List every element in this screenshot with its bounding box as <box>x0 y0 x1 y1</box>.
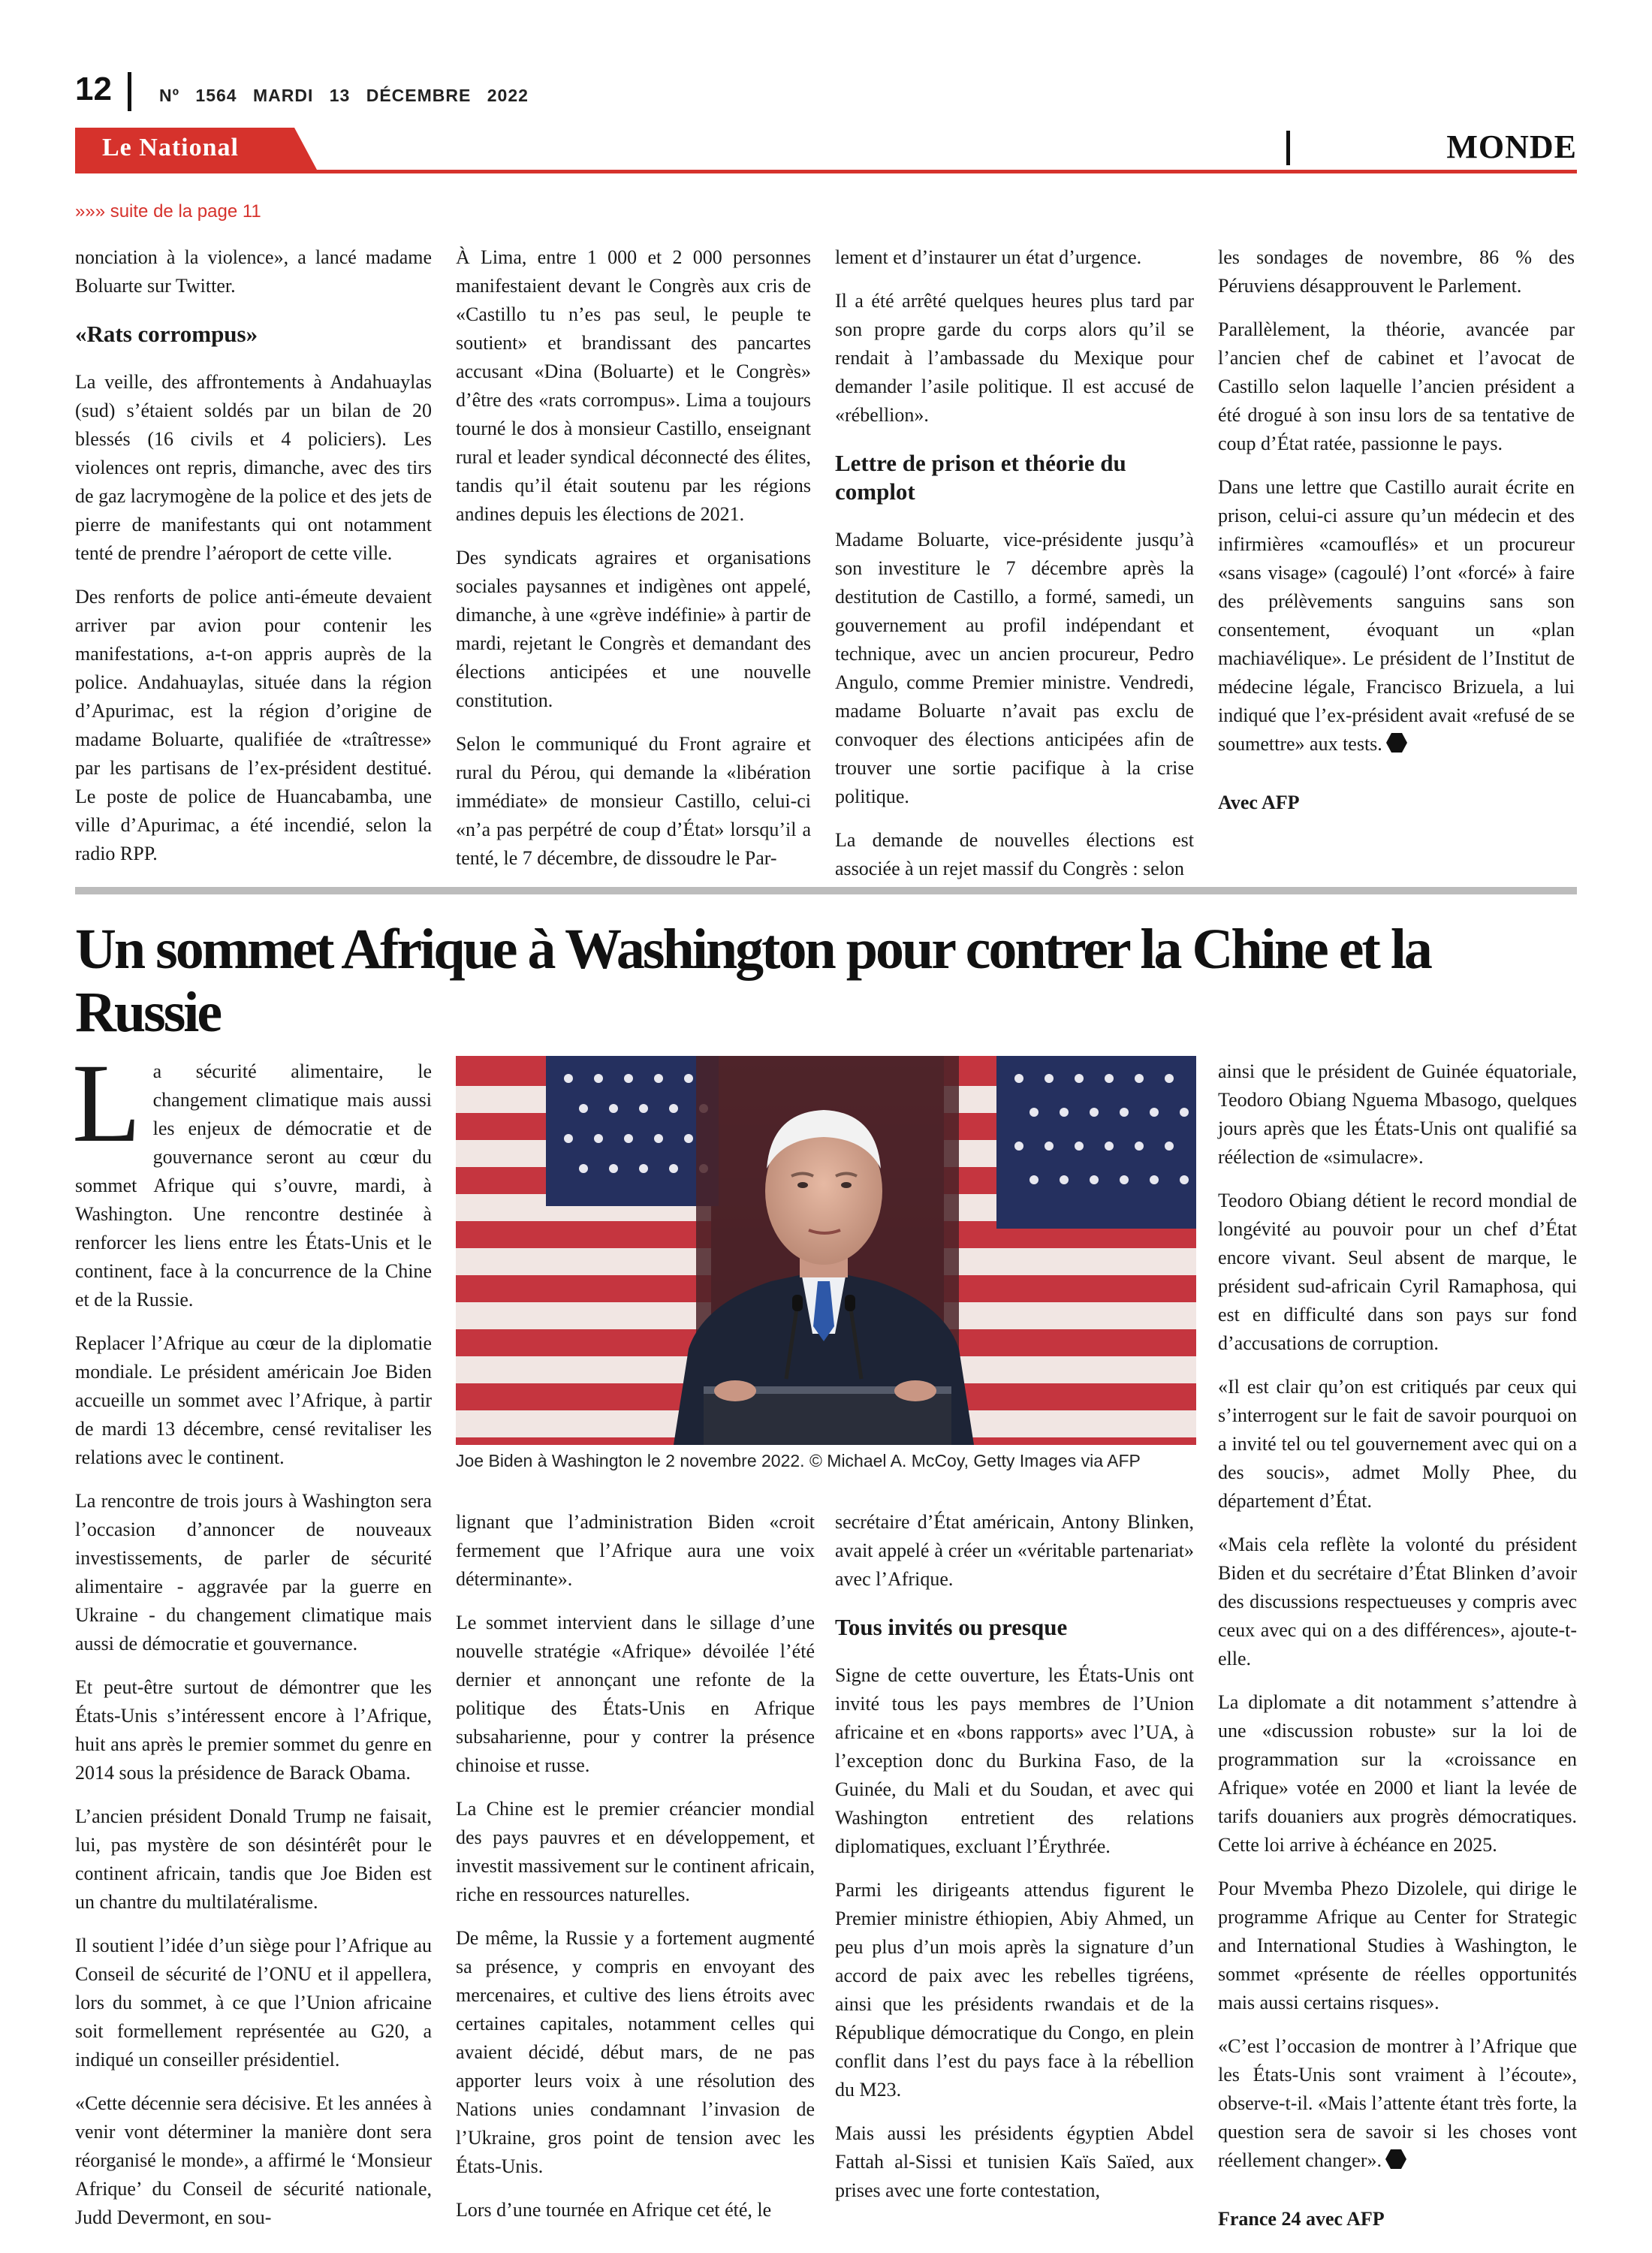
main-article-column-3 <box>835 1508 1194 2220</box>
paragraph: Signe de cette ouverture, les États-Unis ont invité tous les pays membres de l’Union africaine et en «bons rapports» avec l’UA, à l’exception donc du Burkina Faso, de la Guinée, du Mali et du Soudan, et avec qui Washington entretient des relations diplomatiques, excluant l’Érythrée. <box>835 1664 1194 1857</box>
section-divider <box>1286 131 1290 165</box>
paragraph: les sondages de novembre, 86 % des Péruviens désapprouvent le Parlement. <box>1218 246 1575 297</box>
end-of-article-icon <box>1385 2149 1407 2170</box>
top-article-column-1 <box>75 243 432 883</box>
article-photo <box>456 1056 1196 1445</box>
subheading: Lettre de prison et théorie du complot <box>835 450 1126 505</box>
page-number-divider <box>128 72 131 111</box>
paragraph: Madame Boluarte, vice-présidente jusqu’à son investiture le 7 décembre après la destitution de Castillo, a formé, samedi, un gouvernement au profil indépendant et technique, avec un ancien procureur, Pedro Angulo, comme Premier ministre. Vendredi, madame Boluarte n’avait pas exclu de convoquer des élections anticipées afin de trouver une sortie pacifique à la crise politique. <box>835 529 1194 807</box>
paragraph-text: «C’est l’occasion de montrer à l’Afrique que les États-Unis sont vraiment à l’écoute», observe-t-il. «Mais l’attente étant très forte, la question sera de savoir si les choses vont réellement changer». <box>1218 2035 1577 2171</box>
paragraph <box>1218 2032 1577 2175</box>
issue-date: 13 <box>329 86 351 105</box>
article-credit: France 24 avec AFP <box>1218 2208 1385 2230</box>
photo-illustration <box>456 1056 1196 1445</box>
paragraph: De même, la Russie y a fortement augmenté sa présence, y compris en envoyant des mercenaires, et cultive des liens étroits avec certaines capitales, notamment celles qui avaient décidé, début mars, de ne pas apporter leurs voix à une résolution des Nations unies condamnant l’invasion de l’Ukraine, gros point de tension avec les États-Unis. <box>456 1927 815 2177</box>
top-article-column-2 <box>456 243 811 888</box>
issue-number: Nº 1564 <box>159 86 237 105</box>
top-article-column-3 <box>835 243 1194 898</box>
paragraph: Le sommet intervient dans le sillage d’une nouvelle stratégie «Afrique» dévoilée l’été dernier et annonçant une refonte de la politique des États-Unis en Afrique subsaharienne, pour y contrer la présence chinoise et russe. <box>456 1612 815 1776</box>
paragraph: ainsi que le président de Guinée équatoriale, Teodoro Obiang Nguema Mbasogo, quelques jours après que les États-Unis ont qualifié sa réélection de «simulacre». <box>1218 1060 1577 1168</box>
paragraph: Parallèlement, la théorie, avancée par l’ancien chef de cabinet et l’avocat de Castillo selon laquelle l’ancien président a été drogué à son insu lors de sa tentative de coup d’État ratée, passionne le pays. <box>1218 318 1575 454</box>
paragraph: «Il est clair qu’on est critiqués par ceux qui s’interrogent sur le fait de savoir pourquoi on a invité tel ou tel gouvernement avec qui on a des soucis», admet Molly Phee, du département d’État. <box>1218 1376 1577 1512</box>
photo-caption: Joe Biden à Washington le 2 novembre 2022. © Michael A. McCoy, Getty Images via AFP <box>456 1451 1141 1470</box>
paragraph: Lors d’une tournée en Afrique cet été, le <box>456 2199 772 2221</box>
issue-day: MARDI <box>252 86 314 105</box>
paragraph: lement et d’instaurer un état d’urgence. <box>835 246 1142 268</box>
brand-logo <box>75 128 317 170</box>
paragraph: «Cette décennie sera décisive. Et les années à venir vont déterminer la manière dont sera réorganisé le monde», a affirmé le ‘Monsieur Afrique’ du Conseil de sécurité nationale, Judd Devermont, en sou- <box>75 2092 432 2228</box>
paragraph: Et peut-être surtout de démontrer que les États-Unis s’intéressent encore à l’Afrique, huit ans après le premier sommet du genre en 2014 sous la présidence de Barack Obama. <box>75 1676 432 1784</box>
brand-name: Le National <box>102 134 239 161</box>
paragraph-text: Dans une lettre que Castillo aurait écrite en prison, celui-ci assure qu’un médecin et des infirmières «camouflés» et un procureur «sans visage» (cagoulé) l’ont «forcé» à faire des prélèvements sanguins sans son consentement, évoquant un «plan machiavélique». Le président de l’Institut de médecine légale, Francisco Brizuela, a lui indiqué que l’ex-président avait «refusé de se soumettre» aux tests. <box>1218 476 1575 755</box>
lead-text: a sécurité alimentaire, le changement climatique mais aussi les enjeux de démocratie et de gouvernance seront au cœur du sommet Afrique qui s’ouvre, mardi, à Washington. Une rencontre destinée à renforcer les liens entre les États-Unis et le continent, face à la concurrence de la Chine et de la Russie. <box>75 1060 432 1310</box>
article-separator <box>75 887 1577 894</box>
drop-cap: L <box>72 1041 141 1166</box>
issue-month: DÉCEMBRE <box>366 86 472 105</box>
section-title: MONDE <box>1446 128 1577 165</box>
paragraph: La rencontre de trois jours à Washington sera l’occasion d’annoncer de nouveaux investissements, de parler de sécurité alimentaire - aggravée par la guerre en Ukraine - du changement climatique mais aussi de démocratie et gouvernance. <box>75 1490 432 1654</box>
paragraph: Mais aussi les présidents égyptien Abdel Fattah al-Sissi et tunisien Kaïs Saïed, aux prises avec une forte contestation, <box>835 2122 1194 2201</box>
paragraph: Teodoro Obiang détient le record mondial de longévité au pouvoir pour un chef d’État encore vivant. Seul absent de marque, le président sud-africain Cyril Ramaphosa, qui est en difficulté dans son pays sur fond d’accusations de corruption. <box>1218 1190 1577 1354</box>
paragraph: Il a été arrêté quelques heures plus tard par son propre garde du corps alors qu’il se rendait à l’ambassade du Mexique pour demander l’asile politique. Il est accusé de «rébellion». <box>835 290 1194 426</box>
issue-date-line <box>159 86 529 106</box>
paragraph: nonciation à la violence», a lancé madame Boluarte sur Twitter. <box>75 246 432 297</box>
end-of-article-icon <box>1385 732 1408 753</box>
article-credit: Avec AFP <box>1218 792 1300 813</box>
subheading: «Rats corrompus» <box>75 321 258 347</box>
paragraph: Replacer l’Afrique au cœur de la diplomatie mondiale. Le président américain Joe Biden accueille un sommet avec l’Afrique, à partir de mardi 13 décembre, censé revitaliser les relations avec le continent. <box>75 1332 432 1468</box>
paragraph: La diplomate a dit notamment s’attendre à une «discussion robuste» sur la loi de programmation sur la «croissance en Afrique» votée en 2000 et liant la levée de tarifs douaniers aux progrès démocratiques. Cette loi arrive à échéance en 2025. <box>1218 1691 1577 1856</box>
main-article-column-4 <box>1218 1057 1577 2233</box>
paragraph: Des renforts de police anti-émeute devaient arriver par avion pour contenir les manifestations, a-t-on appris auprès de la police. Andahuaylas, située dans la région d’Apurimac, est la région d’origine de madame Boluarte, qualifiée de «traîtresse» par les partisans de l’ex-président destitué. Le poste de police de Huancabamba, une ville d’Apurimac, a été incendié, selon la radio RPP. <box>75 586 432 864</box>
paragraph: «Mais cela reflète la volonté du président Biden et du secrétaire d’État Blinken d’avoir des discussions respectueuses y compris avec ceux avec qui on a des différences», ajoute-t-elle. <box>1218 1534 1577 1669</box>
paragraph: lignant que l’administration Biden «croit fermement que l’Afrique aura une voix déterminante». <box>456 1511 815 1590</box>
paragraph: La demande de nouvelles élections est associée à un rejet massif du Congrès : selon <box>835 829 1194 879</box>
paragraph: Selon le communiqué du Front agraire et rural du Pérou, qui demande la «libération immédiate» de monsieur Castillo, celui-ci «n’a pas perpétré de coup d’État» lorsqu’il a tenté, le 7 décembre, de dissoudre le Par- <box>456 733 811 869</box>
paragraph: L’ancien président Donald Trump ne faisait, lui, pas mystère de son désintérêt pour le continent africain, tandis que Joe Biden est un chantre du multilatéralisme. <box>75 1805 432 1913</box>
paragraph: Des syndicats agraires et organisations sociales paysannes et indigènes ont appelé, dimanche, à une «grève indéfinie» à partir de mardi, rejetant le Congrès et demandant des élections anticipées et une nouvelle constitution. <box>456 547 811 711</box>
paragraph: secrétaire d’État américain, Antony Blinken, avait appelé à créer un «véritable partenariat» avec l’Afrique. <box>835 1511 1194 1590</box>
paragraph: La Chine est le premier créancier mondial des pays pauvres et en développement, et investit massivement sur le continent africain, riche en ressources naturelles. <box>456 1798 815 1905</box>
main-article-column-1 <box>72 1041 432 2247</box>
headline: Un sommet Afrique à Washington pour contrer la Chine et la Russie <box>75 918 1430 1044</box>
issue-year: 2022 <box>487 86 529 105</box>
paragraph: Il soutient l’idée d’un siège pour l’Afrique au Conseil de sécurité de l’ONU et il appellera, lors du sommet, à ce que l’Union africaine soit formellement représentée au G20, a indiqué un conseiller présidentiel. <box>75 1935 432 2071</box>
paragraph <box>1218 473 1575 759</box>
header-rule <box>75 170 1577 173</box>
paragraph: La veille, des affrontements à Andahuaylas (sud) s’étaient soldés par un bilan de 20 blessés (16 civils et 4 policiers). Les violences ont repris, dimanche, avec des tirs de gaz lacrymogène de la police et des jets de pierre de manifestants qui ont notamment tenté de prendre l’aéroport de cette ville. <box>75 371 432 564</box>
subheading: Tous invités ou presque <box>835 1614 1068 1640</box>
paragraph: À Lima, entre 1 000 et 2 000 personnes manifestaient devant le Congrès aux cris de «Castillo tu n’es pas seul, le peuple te soutient» et brandissant des pancartes accusant «Dina (Boluarte) et le Congrès» d’être des «rats corrompus». Lima a toujours tourné le dos à monsieur Castillo, enseignant rural et leader syndical déconnecté des élites, tandis qu’il était soutenu par les régions andines depuis les élections de 2021. <box>456 246 811 525</box>
lead-paragraph <box>72 1041 432 1314</box>
paragraph: Parmi les dirigeants attendus figurent le Premier ministre éthiopien, Abiy Ahmed, un peu plus d’un mois après la signature d’un accord de paix avec les rebelles tigréens, ainsi que les présidents rwandais et de la République démocratique du Congo, en plein conflit dans l’est du pays face à la rébellion du M23. <box>835 1879 1194 2101</box>
main-article-column-2 <box>456 1508 815 2239</box>
continued-from-link[interactable]: »»» suite de la page 11 <box>75 201 261 222</box>
page-number: 12 <box>75 71 112 107</box>
top-article-column-4 <box>1218 243 1575 817</box>
paragraph: Pour Mvemba Phezo Dizolele, qui dirige le programme Afrique au Center for Strategic and International Studies à Washington, le sommet «présente de réelles opportunités mais aussi certains risques». <box>1218 1878 1577 2013</box>
